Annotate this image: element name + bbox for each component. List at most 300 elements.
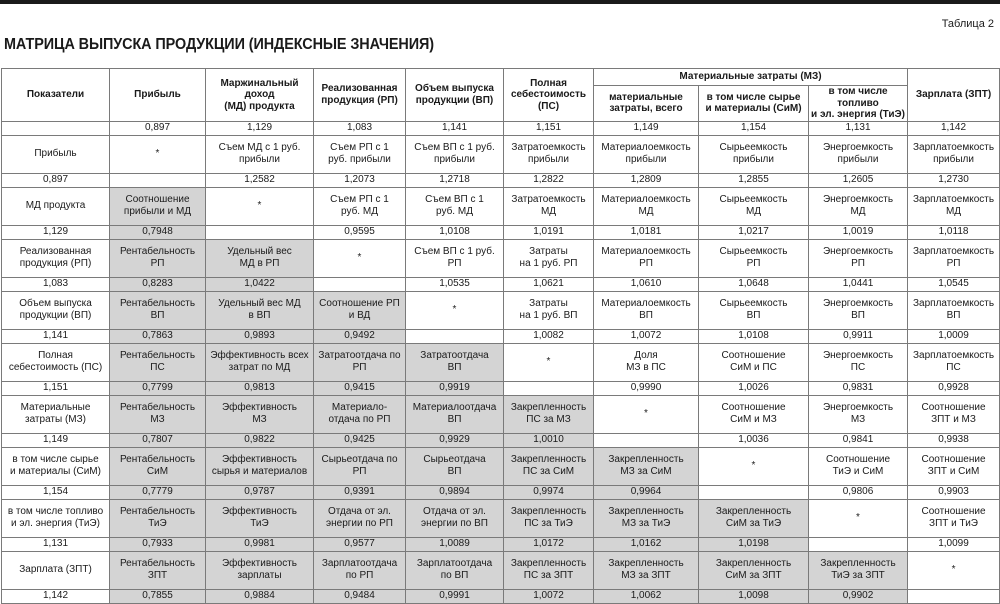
- matrix-cell-line: *: [951, 564, 956, 575]
- row-label-line: себестоимость (ПС): [8, 362, 103, 373]
- matrix-cell: [594, 395, 699, 433]
- matrix-cell: [699, 343, 809, 381]
- matrix-value: 1,0108: [406, 225, 504, 239]
- matrix-cell: [314, 499, 406, 537]
- matrix-cell-line: Рентабельность: [119, 298, 196, 309]
- matrix-cell-line: ЗПТ и СиМ: [927, 466, 980, 477]
- matrix-value: [110, 173, 206, 187]
- matrix-cell-line: Отдача от эл.: [423, 506, 486, 517]
- row-label-line: Полная: [38, 350, 73, 361]
- matrix-value: [908, 589, 1000, 603]
- matrix-cell-line: Закрепленность: [820, 558, 896, 569]
- matrix-cell-line: Материалоемкость: [601, 142, 691, 153]
- matrix-value: 0,7807: [110, 433, 206, 447]
- matrix-value: 1,154: [2, 485, 110, 499]
- matrix-value: 1,2718: [406, 173, 504, 187]
- matrix-cell-line: МД: [945, 206, 962, 217]
- header-rp: [314, 69, 406, 122]
- matrix-value: [406, 329, 504, 343]
- matrix-value: 1,0026: [699, 381, 809, 395]
- matrix-cell-line: Рентабельность: [119, 402, 196, 413]
- matrix-value: 1,0009: [908, 329, 1000, 343]
- matrix-cell-line: на 1 руб. ВП: [519, 310, 578, 321]
- header-tie-line: и эл. энергия (ТиЭ): [811, 109, 905, 120]
- matrix-value: 0,9902: [809, 589, 908, 603]
- matrix-value: 1,0162: [594, 537, 699, 551]
- matrix-value-row: [2, 537, 1000, 551]
- matrix-cell-line: *: [546, 356, 551, 367]
- header-md-line: (МД) продукта: [224, 100, 295, 112]
- matrix-cell: [908, 291, 1000, 329]
- matrix-cell-line: РП: [447, 258, 462, 269]
- matrix-cell: [504, 395, 594, 433]
- matrix-cell-line: ЗПТ: [147, 570, 168, 581]
- matrix-cell-line: Затраты: [529, 298, 568, 309]
- header-pokazateli: Показатели: [2, 69, 110, 122]
- matrix-cell-line: руб. МД: [436, 206, 473, 217]
- row-label-line: Материальные: [20, 402, 91, 413]
- matrix-value: [206, 225, 314, 239]
- table-number: Таблица 2: [941, 18, 994, 30]
- matrix-cell-line: по РП: [345, 570, 374, 581]
- matrix-value: 1,2822: [504, 173, 594, 187]
- header-mz-total: [594, 86, 699, 122]
- matrix-value: 0,7779: [110, 485, 206, 499]
- matrix-value: 0,9919: [406, 381, 504, 395]
- matrix-cell-line: Эффективность: [221, 402, 298, 413]
- matrix-cell-line: ВП: [946, 310, 961, 321]
- matrix-value: 0,9991: [406, 589, 504, 603]
- matrix-cell-line: Закрепленность: [715, 506, 792, 517]
- matrix-label-row: [2, 447, 1000, 485]
- matrix-cell-line: Энергоемкость: [822, 298, 894, 309]
- matrix-cell: [809, 395, 908, 433]
- matrix-value: 0,9929: [406, 433, 504, 447]
- matrix-cell-line: МД: [745, 206, 762, 217]
- matrix-value: 1,0610: [594, 277, 699, 291]
- matrix-cell-line: прибыли: [528, 154, 569, 165]
- matrix-label-row: [2, 291, 1000, 329]
- matrix-value: 1,0072: [504, 589, 594, 603]
- matrix-value: 0,7799: [110, 381, 206, 395]
- matrix-value: 1,0010: [504, 433, 594, 447]
- matrix-cell: [594, 291, 699, 329]
- matrix-value: 0,9813: [206, 381, 314, 395]
- matrix-cell-line: Материалоемкость: [601, 246, 691, 257]
- matrix-cell-line: Съем МД с 1 руб.: [218, 142, 301, 153]
- matrix-cell-line: Сырьеемкость: [719, 298, 788, 309]
- matrix-cell-line: Рентабельность: [119, 350, 196, 361]
- matrix-cell: [699, 135, 809, 173]
- matrix-cell: [504, 135, 594, 173]
- matrix-value: 0,9964: [594, 485, 699, 499]
- matrix-value: 1,141: [2, 329, 110, 343]
- matrix-cell-line: *: [357, 252, 362, 263]
- row-label: [2, 551, 110, 589]
- index-cell: 1,151: [504, 121, 594, 135]
- matrix-cell-line: Закрепленность: [510, 402, 587, 413]
- header-sim-line: в том числе сырье: [706, 91, 801, 103]
- row-label: [2, 447, 110, 485]
- matrix-cell-line: энергии по ВП: [421, 518, 488, 529]
- matrix-cell-line: *: [257, 200, 262, 211]
- matrix-cell: [314, 135, 406, 173]
- matrix-cell: [699, 187, 809, 225]
- matrix-cell-line: Материало-: [331, 402, 388, 413]
- matrix-cell-line: на 1 руб. РП: [519, 258, 578, 269]
- matrix-cell: [908, 395, 1000, 433]
- matrix-value: 0,9841: [809, 433, 908, 447]
- matrix-cell-line: Соотношение: [125, 194, 190, 205]
- matrix-cell: [314, 447, 406, 485]
- matrix-cell-line: Зарплатоемкость: [912, 142, 995, 153]
- matrix-value: 0,9806: [809, 485, 908, 499]
- header-ps-line: Полная: [530, 77, 567, 89]
- matrix-cell: [110, 551, 206, 589]
- matrix-value: 1,0198: [699, 537, 809, 551]
- matrix-value: 1,0062: [594, 589, 699, 603]
- header-md-line: Маржинальный: [220, 77, 299, 89]
- matrix-cell: [908, 447, 1000, 485]
- header-tie: [809, 86, 908, 122]
- matrix-cell-line: Затратоотдача: [420, 350, 489, 361]
- matrix-value: 1,0118: [908, 225, 1000, 239]
- matrix-value: 0,897: [2, 173, 110, 187]
- matrix-cell-line: СиМ: [146, 466, 169, 477]
- matrix-cell-line: *: [644, 408, 648, 419]
- matrix-cell: [206, 291, 314, 329]
- matrix-cell: [908, 239, 1000, 277]
- row-label-line: Прибыль: [34, 148, 77, 159]
- header-sim-line: и материалы (СиМ): [705, 103, 802, 115]
- matrix-cell: [699, 499, 809, 537]
- matrix-value: [594, 433, 699, 447]
- index-cell: 1,083: [314, 121, 406, 135]
- matrix-cell: [809, 447, 908, 485]
- matrix-cell-line: *: [856, 512, 860, 523]
- matrix-value: 1,2855: [699, 173, 809, 187]
- index-cell: 1,131: [809, 121, 908, 135]
- matrix-cell: [206, 343, 314, 381]
- header-ps-line: (ПС): [537, 100, 560, 112]
- matrix-cell-line: Сырьеемкость: [719, 142, 788, 153]
- row-label-line: и материалы (СиМ): [10, 466, 101, 477]
- matrix-cell: [594, 187, 699, 225]
- matrix-cell: [314, 395, 406, 433]
- matrix-value: 1,0108: [699, 329, 809, 343]
- row-label-line: в том числе сырье: [12, 454, 99, 465]
- matrix-cell-line: ЗПТ и ТиЭ: [929, 518, 978, 529]
- matrix-cell: [504, 551, 594, 589]
- matrix-cell-line: Соотношение: [721, 350, 786, 361]
- matrix-cell-line: Зарплатоемкость: [912, 298, 995, 309]
- matrix-cell: [206, 239, 314, 277]
- matrix-cell-line: Сырьеемкость: [719, 246, 788, 257]
- matrix-value: 1,0535: [406, 277, 504, 291]
- matrix-value: 1,129: [2, 225, 110, 239]
- matrix-cell-line: Закрепленность: [715, 558, 792, 569]
- row-label: [2, 291, 110, 329]
- matrix-cell-line: Энергоемкость: [822, 194, 894, 205]
- row-label: [2, 499, 110, 537]
- matrix-cell-line: *: [452, 304, 457, 315]
- index-cell: 1,154: [699, 121, 809, 135]
- matrix-value: 0,9893: [206, 329, 314, 343]
- matrix-cell-line: прибыли: [625, 154, 667, 165]
- matrix-value: 1,0099: [908, 537, 1000, 551]
- matrix-cell-line: руб. МД: [341, 206, 378, 217]
- row-label-line: МД продукта: [25, 200, 86, 211]
- matrix-value: 0,9492: [314, 329, 406, 343]
- matrix-value: [314, 277, 406, 291]
- matrix-cell: [809, 343, 908, 381]
- matrix-cell-line: РП: [946, 258, 961, 269]
- matrix-label-row: [2, 187, 1000, 225]
- matrix-cell: [504, 291, 594, 329]
- matrix-value: 0,9903: [908, 485, 1000, 499]
- matrix-value: 1,083: [2, 277, 110, 291]
- matrix-cell-line: РП: [352, 466, 367, 477]
- matrix-value: 0,9425: [314, 433, 406, 447]
- matrix-value: 0,7863: [110, 329, 206, 343]
- matrix-label-row: [2, 395, 1000, 433]
- matrix-cell-line: Материалоотдача: [412, 402, 497, 413]
- matrix-cell-line: прибыли: [837, 154, 879, 165]
- header-vp-line: Объем выпуска: [415, 83, 494, 95]
- matrix-cell-line: ПС: [850, 362, 866, 373]
- index-cell: 1,141: [406, 121, 504, 135]
- matrix-cell: [699, 551, 809, 589]
- matrix-cell-line: ВП: [447, 362, 462, 373]
- matrix-cell-line: МД: [638, 206, 654, 217]
- row-label-line: Зарплата (ЗПТ): [19, 564, 92, 575]
- matrix-value: 0,9595: [314, 225, 406, 239]
- matrix-cell: [206, 187, 314, 225]
- matrix-cell-line: Зарплатоемкость: [912, 246, 995, 257]
- page-title: МАТРИЦА ВЫПУСКА ПРОДУКЦИИ (ИНДЕКСНЫЕ ЗНАЧЕНИЯ): [4, 36, 434, 53]
- matrix-cell-line: прибыли: [733, 154, 774, 165]
- matrix-cell: [699, 395, 809, 433]
- matrix-cell-line: ТиЭ за ЗПТ: [831, 570, 885, 581]
- matrix-cell-line: РП: [851, 258, 865, 269]
- matrix-value: 0,9831: [809, 381, 908, 395]
- matrix-cell-line: Затратоемкость: [511, 142, 586, 153]
- matrix-cell: [908, 343, 1000, 381]
- matrix-cell-line: Закрепленность: [608, 454, 684, 465]
- matrix-value: 1,0019: [809, 225, 908, 239]
- matrix-cell-line: Затратоотдача по: [318, 350, 401, 361]
- matrix-label-row: [2, 343, 1000, 381]
- matrix-cell: [699, 239, 809, 277]
- matrix-cell-line: МЗ: [850, 414, 866, 425]
- index-cell: 0,897: [110, 121, 206, 135]
- matrix-value: 1,2073: [314, 173, 406, 187]
- matrix-value: 0,8283: [110, 277, 206, 291]
- matrix-cell-line: ВП: [150, 310, 165, 321]
- matrix-cell-line: Соотношение: [921, 402, 986, 413]
- matrix-cell-line: ПС за ТиЭ: [524, 518, 573, 529]
- matrix-cell: [699, 447, 809, 485]
- matrix-cell: [206, 447, 314, 485]
- matrix-value: 0,9822: [206, 433, 314, 447]
- matrix-cell-line: ПС: [150, 362, 165, 373]
- matrix-cell-line: ПС за СиМ: [522, 466, 575, 477]
- matrix-value-row: [2, 329, 1000, 343]
- matrix-cell: [809, 551, 908, 589]
- matrix-cell-line: Сырьеотдача по: [321, 454, 398, 465]
- matrix-cell: [406, 551, 504, 589]
- matrix-cell-line: МЗ: [150, 414, 165, 425]
- matrix-cell: [314, 291, 406, 329]
- matrix-value: [809, 537, 908, 551]
- matrix-cell-line: ВП: [746, 310, 761, 321]
- header-mz-line: материальные: [609, 91, 683, 103]
- header-rp-line: продукция (РП): [321, 94, 398, 106]
- matrix-value: 0,9484: [314, 589, 406, 603]
- matrix-cell-line: прибыли и МД: [123, 206, 192, 217]
- matrix-cell: [809, 239, 908, 277]
- matrix-cell-line: РП: [150, 258, 165, 269]
- row-label-line: затраты (МЗ): [25, 414, 86, 425]
- matrix-value: 0,9415: [314, 381, 406, 395]
- matrix-value: 1,151: [2, 381, 110, 395]
- matrix-value: 0,9884: [206, 589, 314, 603]
- matrix-value: 1,2582: [206, 173, 314, 187]
- header-mz-group: Материальные затраты (МЗ): [594, 69, 908, 86]
- matrix-value: 0,7855: [110, 589, 206, 603]
- matrix-cell: [406, 395, 504, 433]
- matrix-cell-line: СиМ и МЗ: [730, 414, 777, 425]
- matrix-value: 1,142: [2, 589, 110, 603]
- header-rp-line: Реализованная: [321, 83, 398, 95]
- matrix-cell-line: Рентабельность: [119, 246, 196, 257]
- matrix-cell-line: Закрепленность: [510, 506, 587, 517]
- matrix-value: 0,9928: [908, 381, 1000, 395]
- matrix-value: 1,0072: [594, 329, 699, 343]
- matrix-cell-line: Соотношение: [825, 454, 891, 465]
- row-label: [2, 187, 110, 225]
- header-mz-line: затраты, всего: [609, 103, 683, 115]
- matrix-cell-line: Зарплатоемкость: [912, 194, 995, 205]
- matrix-label-row: [2, 551, 1000, 589]
- matrix-cell: [406, 499, 504, 537]
- matrix-cell: [406, 239, 504, 277]
- matrix-cell: [908, 187, 1000, 225]
- matrix-cell-line: Соотношение РП: [319, 298, 400, 309]
- header-vp-line: продукции (ВП): [415, 94, 494, 106]
- matrix-cell-line: Рентабельность: [119, 558, 196, 569]
- matrix-cell-line: энергии по РП: [326, 518, 393, 529]
- row-label: [2, 135, 110, 173]
- matrix-cell: [908, 135, 1000, 173]
- matrix-cell-line: ВП: [851, 310, 865, 321]
- row-label: [2, 343, 110, 381]
- matrix-cell: [314, 343, 406, 381]
- matrix-value: 1,0098: [699, 589, 809, 603]
- row-label-line: Объем выпуска: [19, 298, 92, 309]
- matrix-cell-line: Зарплатоотдача: [416, 558, 493, 569]
- matrix-value: 0,9894: [406, 485, 504, 499]
- matrix-cell-line: ПС за МЗ: [526, 414, 571, 425]
- matrix-cell-line: Съем ВП с 1 руб.: [414, 142, 495, 153]
- matrix-cell-line: Затратоемкость: [511, 194, 586, 205]
- matrix-cell: [406, 343, 504, 381]
- matrix-value: 1,0172: [504, 537, 594, 551]
- row-label-line: продукция (РП): [19, 258, 92, 269]
- matrix-cell-line: Съем РП с 1: [330, 142, 389, 153]
- matrix-cell: [594, 447, 699, 485]
- matrix-cell-line: МЗ в ПС: [626, 362, 666, 373]
- matrix-value-row: [2, 433, 1000, 447]
- matrix-cell-line: Съем ВП с 1 руб.: [414, 246, 495, 257]
- matrix-cell-line: СиМ и ПС: [730, 362, 777, 373]
- matrix-cell: [206, 135, 314, 173]
- matrix-cell-line: Соотношение: [921, 454, 986, 465]
- matrix-cell-line: отдача по РП: [328, 414, 391, 425]
- index-row: [2, 121, 1000, 135]
- matrix-cell: [908, 551, 1000, 589]
- matrix-cell-line: МД в РП: [239, 258, 280, 269]
- matrix-value-row: [2, 485, 1000, 499]
- index-cell: 1,142: [908, 121, 1000, 135]
- matrix-value: [504, 381, 594, 395]
- matrix-cell-line: МД: [850, 206, 866, 217]
- matrix-cell-line: ВП: [447, 414, 462, 425]
- row-label: [2, 239, 110, 277]
- matrix-cell-line: ТиЭ: [148, 518, 167, 529]
- matrix-cell-line: Эффективность: [221, 558, 298, 569]
- matrix-cell-line: Закрепленность: [608, 558, 684, 569]
- matrix-value: 0,9974: [504, 485, 594, 499]
- matrix-cell: [314, 239, 406, 277]
- matrix-cell-line: Сырьеотдача: [423, 454, 486, 465]
- matrix-value: 1,0089: [406, 537, 504, 551]
- matrix-cell: [206, 395, 314, 433]
- row-label-line: продукции (ВП): [19, 310, 92, 321]
- matrix-cell-line: ВП: [447, 466, 462, 477]
- matrix-value: 1,0545: [908, 277, 1000, 291]
- matrix-cell: [206, 499, 314, 537]
- matrix-cell-line: Зарплатоемкость: [912, 350, 995, 361]
- matrix-cell-line: Закрепленность: [510, 454, 587, 465]
- matrix-value: 0,9938: [908, 433, 1000, 447]
- matrix-cell-line: Материалоемкость: [601, 298, 691, 309]
- matrix-cell-line: ПС: [946, 362, 961, 373]
- matrix-cell: [406, 187, 504, 225]
- matrix-cell-line: МД: [540, 206, 557, 217]
- matrix-cell: [110, 447, 206, 485]
- matrix-cell-line: Эффективность: [221, 454, 298, 465]
- matrix-cell-line: Закрепленность: [510, 558, 587, 569]
- matrix-value: 1,0181: [594, 225, 699, 239]
- matrix-value: 1,0621: [504, 277, 594, 291]
- matrix-cell-line: прибыли: [933, 154, 974, 165]
- matrix-cell-line: РП: [352, 362, 367, 373]
- matrix-value: 0,9577: [314, 537, 406, 551]
- matrix-value: 1,2605: [809, 173, 908, 187]
- row-label: [2, 395, 110, 433]
- row-label-line: в том числе топливо: [7, 506, 104, 517]
- matrix-value-row: [2, 589, 1000, 603]
- matrix-value-row: [2, 225, 1000, 239]
- matrix-cell-line: ВП: [639, 310, 653, 321]
- matrix-cell: [110, 135, 206, 173]
- matrix-value: 1,0082: [504, 329, 594, 343]
- matrix-cell: [110, 239, 206, 277]
- matrix-cell: [504, 187, 594, 225]
- matrix-cell-line: зарплаты: [237, 570, 282, 581]
- index-cell: 1,129: [206, 121, 314, 135]
